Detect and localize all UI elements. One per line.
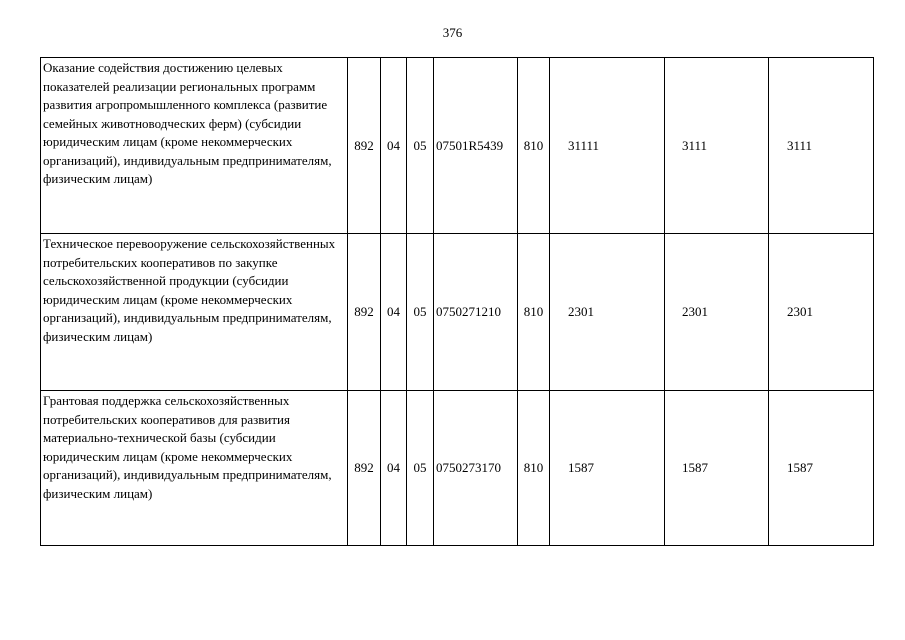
ministry-code: 892	[348, 391, 381, 546]
amount-year-2: 1587	[665, 391, 769, 546]
amount-year-1: 1587	[550, 391, 665, 546]
expense-type-code: 810	[518, 58, 550, 234]
table-row	[41, 234, 874, 391]
row-description: Техническое перевооружение сельскохозяйственных потребительских кооперативов по закупке сельскохозяйственной продукции (субсидии юридическим лицам (кроме некоммерческих организаций), индивидуальным предпринимателям, физическим лицам)	[41, 234, 348, 391]
ministry-code: 892	[348, 234, 381, 391]
table-row	[41, 58, 874, 234]
row-description: Грантовая поддержка сельскохозяйственных потребительских кооперативов для развития материально-технической базы (субсидии юридическим лицам (кроме некоммерческих организаций), индивидуальным предпринимателям, физическим лицам)	[41, 391, 348, 546]
table-row	[41, 391, 874, 546]
section-code: 04	[381, 58, 407, 234]
section-code: 04	[381, 391, 407, 546]
amount-year-3: 2301	[769, 234, 874, 391]
budget-table	[40, 57, 874, 546]
section-code: 04	[381, 234, 407, 391]
expense-type-code: 810	[518, 391, 550, 546]
amount-year-2: 3111	[665, 58, 769, 234]
row-description: Оказание содействия достижению целевых показателей реализации региональных программ развития агропромышленного комплекса (развитие семейных животноводческих ферм) (субсидии юридическим лицам (кроме некоммерческих организаций), индивидуальным предпринимателям, физическим лицам)	[41, 58, 348, 234]
amount-year-1: 2301	[550, 234, 665, 391]
target-article-code: 07501R5439	[434, 58, 518, 234]
page-number: 376	[442, 25, 463, 40]
amount-year-3: 1587	[769, 391, 874, 546]
target-article-code: 0750273170	[434, 391, 518, 546]
target-article-code: 0750271210	[434, 234, 518, 391]
amount-year-1: 31111	[550, 58, 665, 234]
ministry-code: 892	[348, 58, 381, 234]
subsection-code: 05	[407, 391, 434, 546]
amount-year-3: 3111	[769, 58, 874, 234]
subsection-code: 05	[407, 58, 434, 234]
amount-year-2: 2301	[665, 234, 769, 391]
expense-type-code: 810	[518, 234, 550, 391]
subsection-code: 05	[407, 234, 434, 391]
